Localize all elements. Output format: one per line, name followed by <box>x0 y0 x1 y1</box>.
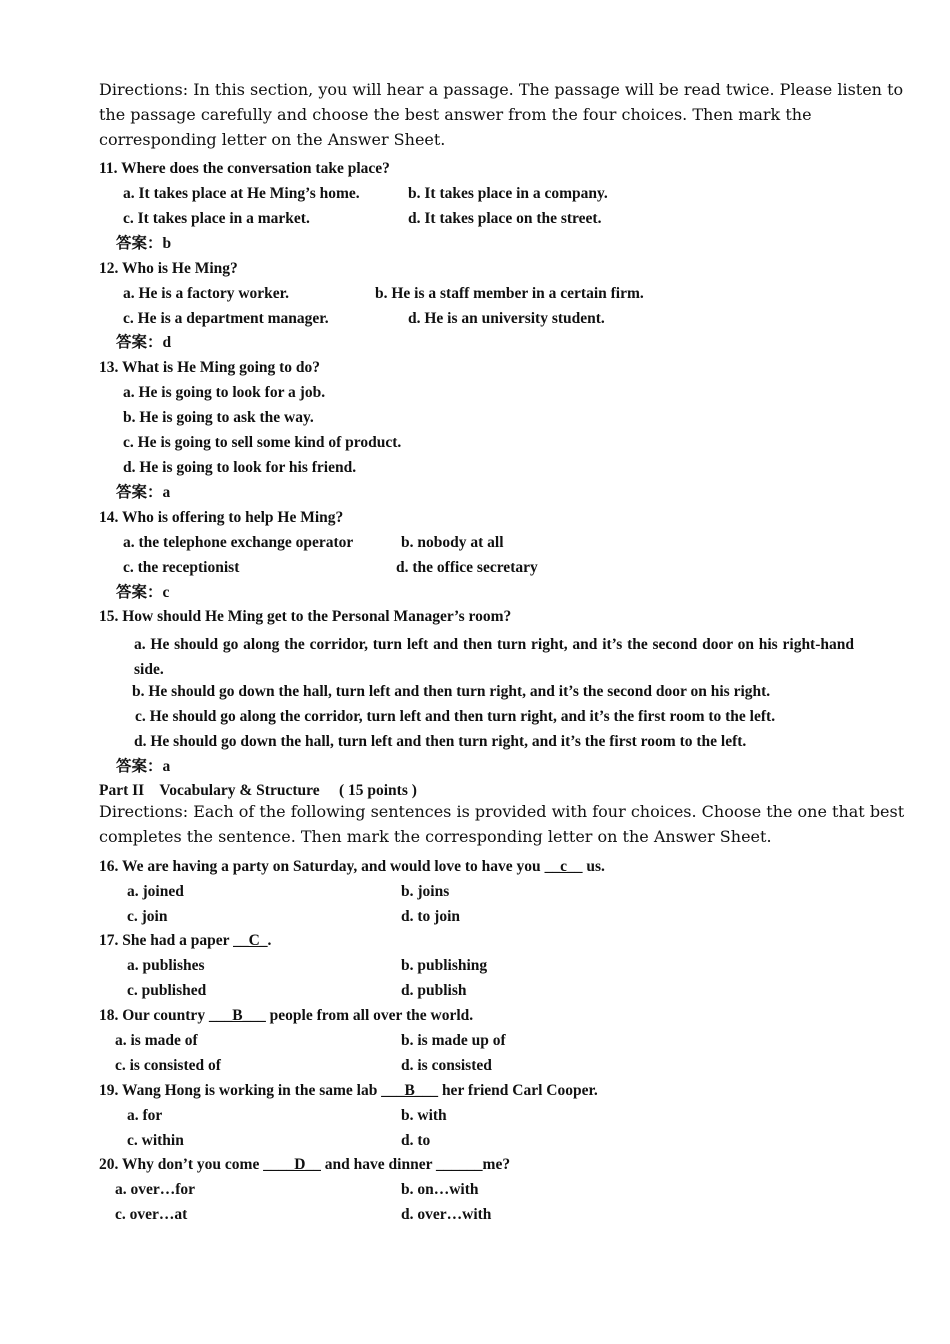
q18-stem-pre: 18. Our country <box>99 1007 209 1024</box>
question-20 <box>99 1155 510 1175</box>
question-15: 15. How should He Ming get to the Personal Manager’s room? <box>99 608 512 625</box>
q13-option-b: b. He is going to ask the way. <box>123 409 314 426</box>
q11-option-c: c. It takes place in a market. <box>123 210 310 227</box>
question-11: 11. Where does the conversation take place? <box>99 160 390 177</box>
q16-option-c: c. join <box>127 908 168 925</box>
q11-option-a: a. It takes place at He Ming’s home. <box>123 185 360 202</box>
question-17 <box>99 931 271 951</box>
q19-stem-post: her friend Carl Cooper. <box>438 1082 598 1099</box>
q16-stem-post: us. <box>582 858 605 875</box>
q15-option-b: b. He should go down the hall, turn left and then turn right, and it’s the second door on his right. <box>132 683 771 700</box>
q12-option-a: a. He is a factory worker. <box>123 285 290 302</box>
part2-heading: Part II Vocabulary & Structure ( 15 points ) <box>99 782 417 799</box>
q20-option-d: d. over…with <box>401 1206 492 1223</box>
question-12: 12. Who is He Ming? <box>99 260 238 277</box>
question-19 <box>99 1081 598 1101</box>
q11-option-d: d. It takes place on the street. <box>408 210 602 227</box>
q16-option-a: a. joined <box>127 883 184 900</box>
q18-option-b: b. is made up of <box>401 1032 506 1049</box>
q14-option-b: b. nobody at all <box>401 534 504 551</box>
q15-option-c: c. He should go along the corridor, turn left and then turn right, and it’s the first room to the left. <box>135 708 776 725</box>
q16-option-b: b. joins <box>401 883 450 900</box>
q13-answer: 答案：a <box>116 484 171 501</box>
q20-stem-pre: 20. Why don’t you come <box>99 1156 264 1173</box>
q20-stem-mid: and have dinner <box>320 1156 437 1173</box>
question-16 <box>99 857 605 877</box>
q17-option-a: a. publishes <box>127 957 205 974</box>
q19-option-d: d. to <box>401 1132 431 1149</box>
question-18 <box>99 1006 473 1026</box>
q19-option-c: c. within <box>127 1132 184 1149</box>
q11-answer: 答案：b <box>116 235 172 252</box>
q13-option-c: c. He is going to sell some kind of product. <box>123 434 402 451</box>
q20-blank-2: ______ <box>436 1156 483 1173</box>
q20-blank-1: ____D__ <box>263 1156 321 1173</box>
q20-option-c: c. over…at <box>115 1206 188 1223</box>
q20-stem-post: me? <box>482 1156 511 1173</box>
q19-option-a: a. for <box>127 1107 163 1124</box>
listening-directions: Directions: In this section, you will hear a passage. The passage will be read twice. Please listen to the passage carefully and choose the best answer from the four choices. Then mark the corresponding letter on the Answer Sheet. <box>99 80 904 149</box>
q19-stem-pre: 19. Wang Hong is working in the same lab <box>99 1082 382 1099</box>
q12-option-b: b. He is a staff member in a certain firm. <box>375 285 644 302</box>
q18-option-c: c. is consisted of <box>115 1057 221 1074</box>
q13-option-d: d. He is going to look for his friend. <box>123 459 357 476</box>
q16-stem-pre: 16. We are having a party on Saturday, and would love to have you <box>99 858 545 875</box>
q20-option-a: a. over…for <box>115 1181 196 1198</box>
question-13: 13. What is He Ming going to do? <box>99 359 321 376</box>
q19-blank: ___B___ <box>381 1082 439 1099</box>
q16-option-d: d. to join <box>401 908 460 925</box>
q12-option-d: d. He is an university student. <box>408 310 605 327</box>
q18-option-a: a. is made of <box>115 1032 198 1049</box>
q20-option-b: b. on…with <box>401 1181 479 1198</box>
q17-option-b: b. publishing <box>401 957 488 974</box>
q14-answer: 答案：c <box>116 584 170 601</box>
q13-option-a: a. He is going to look for a job. <box>123 384 326 401</box>
q19-option-b: b. with <box>401 1107 447 1124</box>
q17-option-c: c. published <box>127 982 207 999</box>
q15-answer: 答案：a <box>116 758 171 775</box>
q18-stem-post: people from all over the world. <box>265 1007 474 1024</box>
q11-option-b: b. It takes place in a company. <box>408 185 608 202</box>
q18-option-d: d. is consisted <box>401 1057 492 1074</box>
q12-option-c: c. He is a department manager. <box>123 310 329 327</box>
q12-answer: 答案：d <box>116 334 172 351</box>
q15-option-a-text: a. He should go along the corridor, turn left and then turn right, and it’s the second door on his right-hand side. <box>134 636 854 678</box>
question-14: 14. Who is offering to help He Ming? <box>99 509 344 526</box>
q14-option-c: c. the receptionist <box>123 559 240 576</box>
q17-option-d: d. publish <box>401 982 467 999</box>
part2-directions: Directions: Each of the following sentences is provided with four choices. Choose the one that best completes the sentence. Then mark the corresponding letter on the Answer Sheet. <box>99 802 905 846</box>
q15-option-a <box>134 632 854 682</box>
q18-blank: ___B___ <box>208 1007 266 1024</box>
q17-stem-pre: 17. She had a paper <box>99 932 234 949</box>
q17-blank: __C_ <box>233 932 268 949</box>
q14-option-a: a. the telephone exchange operator <box>123 534 354 551</box>
q16-blank: __c__ <box>544 858 583 875</box>
q15-option-d: d. He should go down the hall, turn left and then turn right, and it’s the first room to the left. <box>134 733 747 750</box>
q17-stem-post: . <box>267 932 272 949</box>
q14-option-d: d. the office secretary <box>396 559 538 576</box>
